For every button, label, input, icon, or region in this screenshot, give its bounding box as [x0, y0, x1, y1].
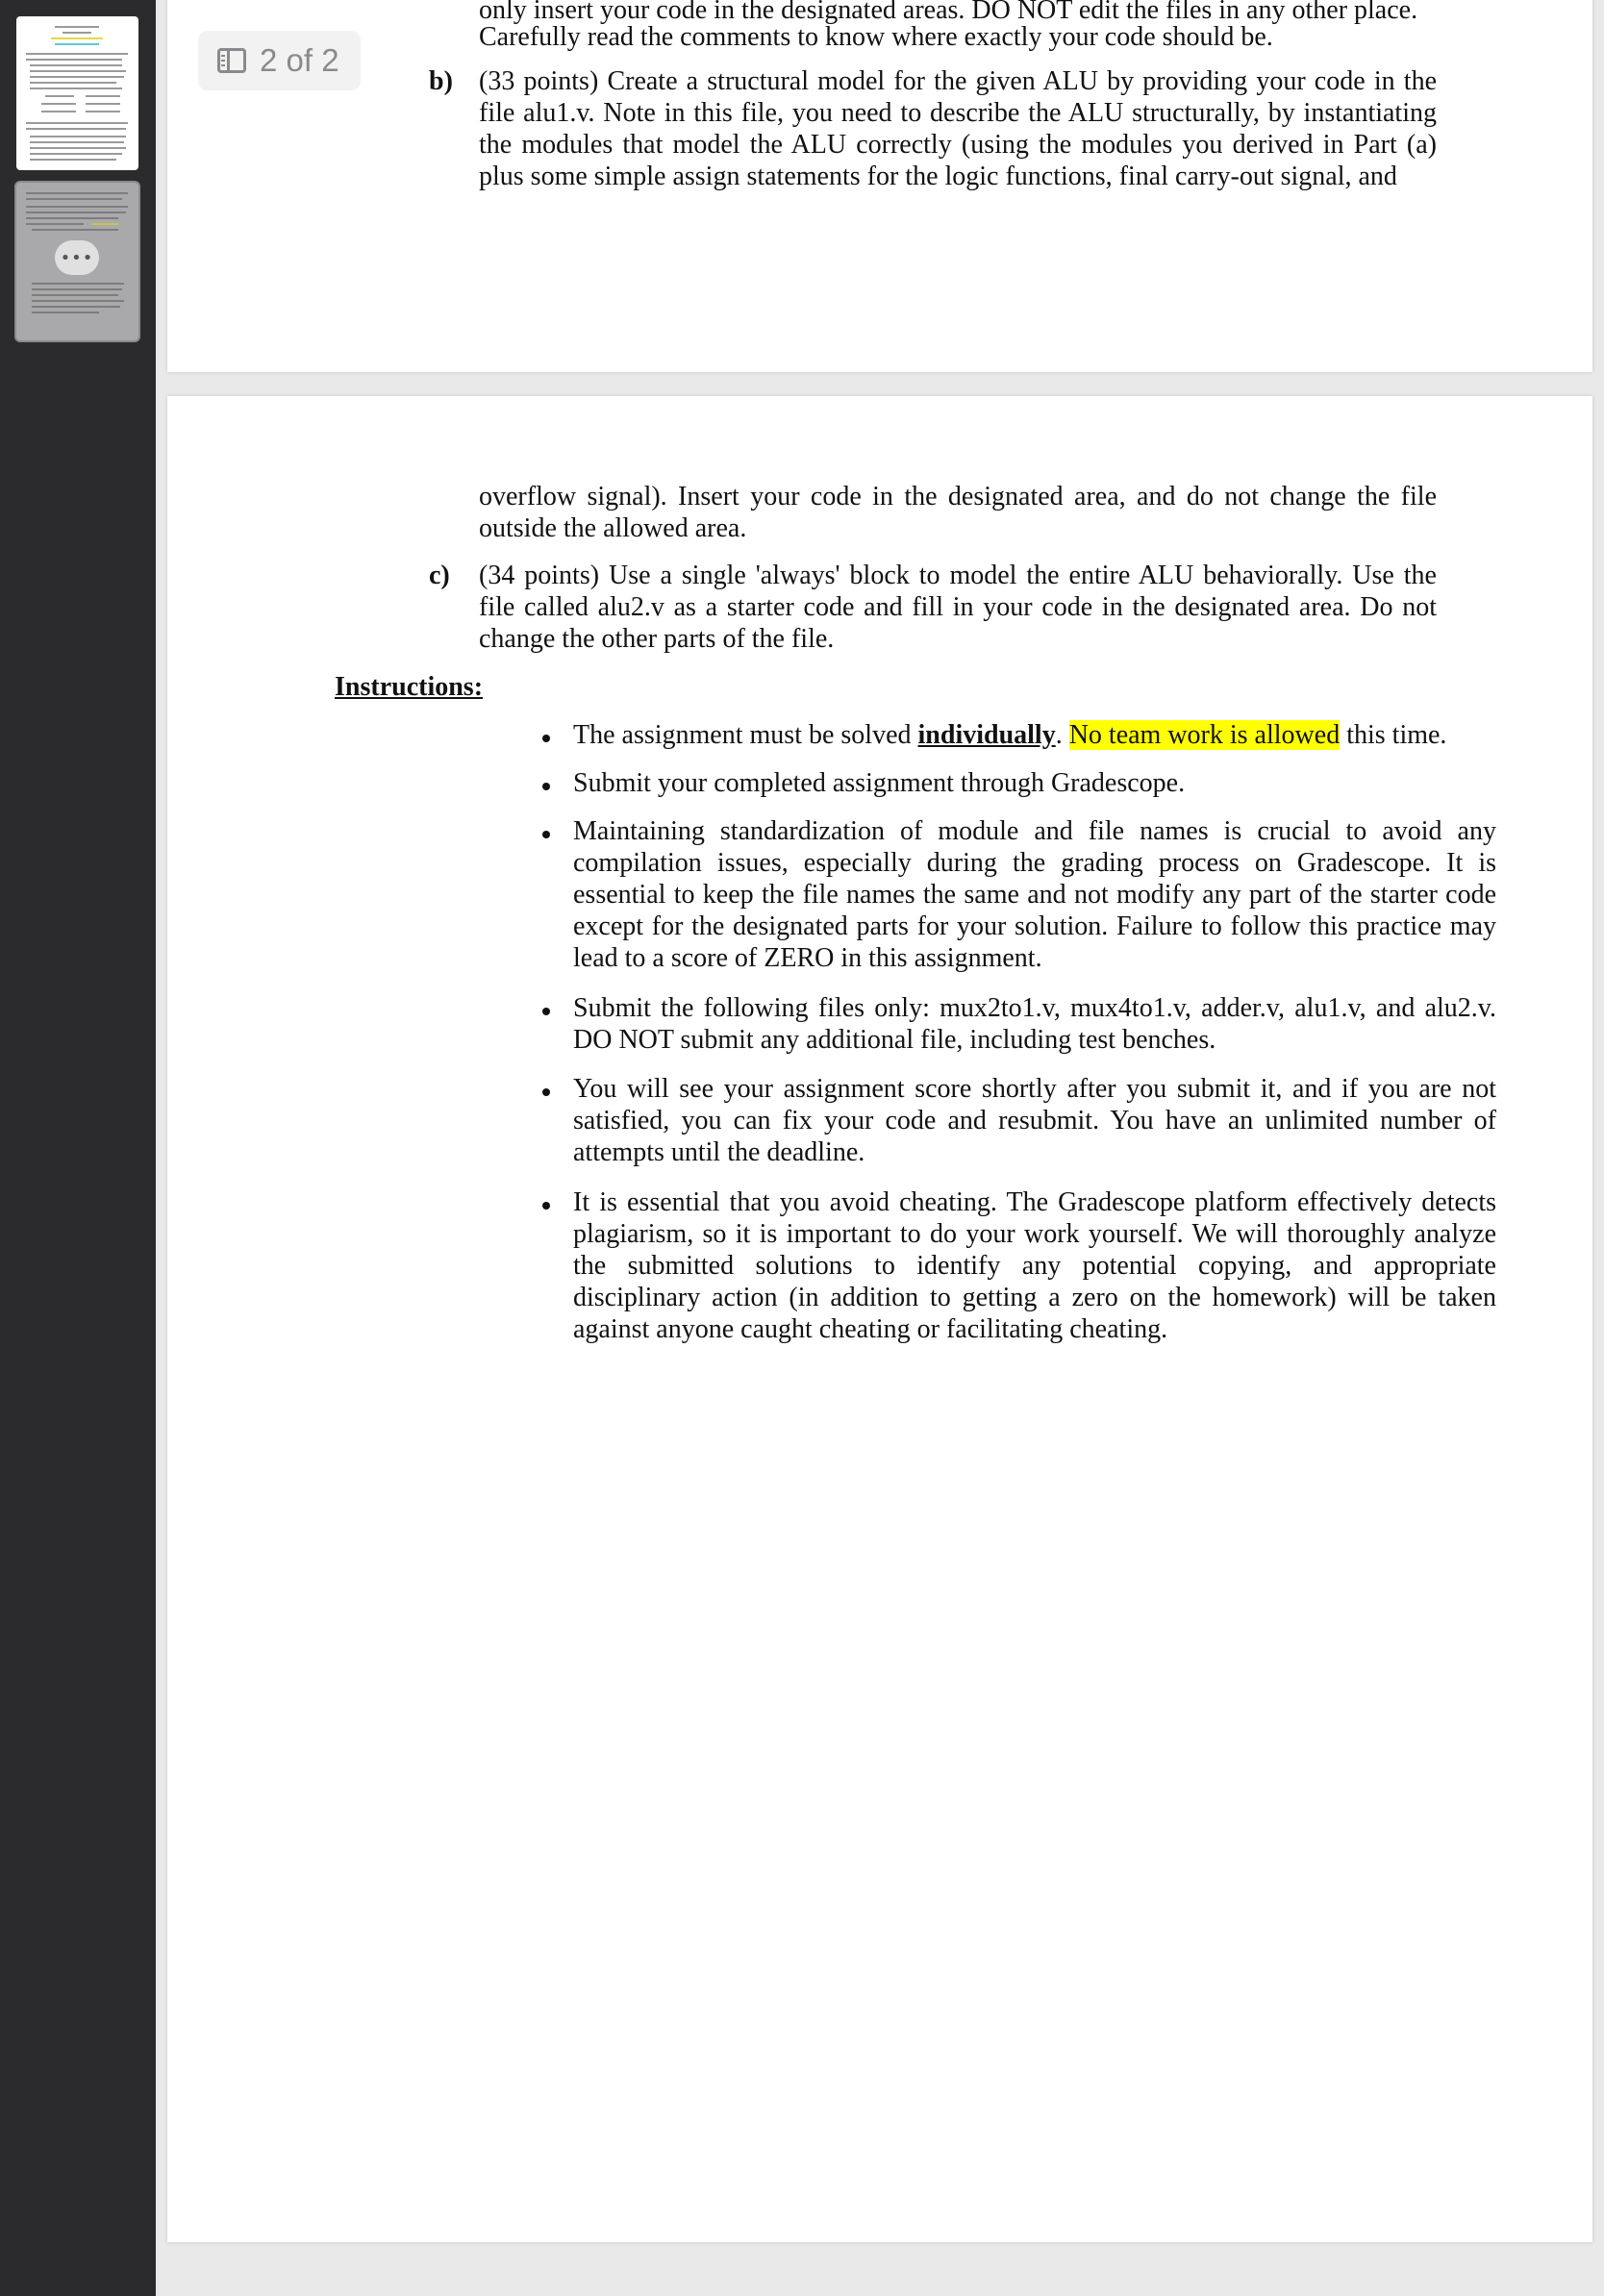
- instructions-heading: Instructions:: [335, 672, 484, 702]
- part-c-text: (34 points) Use a single 'always' block to model the entire ALU behaviorally. Use the file called alu2.v as a starter code and fill in your code in the designated area. Do not change the other parts of the file.: [479, 561, 1437, 654]
- bullet-marker: [542, 1202, 550, 1210]
- page-thumbnail-1[interactable]: [16, 16, 138, 170]
- thumbnail-more-button[interactable]: [55, 240, 99, 275]
- document-page-1: [167, 0, 1592, 372]
- page1-tail-line-bottom: Carefully read the comments to know where exactly your code should be.: [479, 22, 1273, 52]
- bullet-marker: [542, 1008, 550, 1015]
- page1-tail-line-top: only insert your code in the designated areas. DO NOT edit the files in any other place.: [479, 0, 1418, 25]
- instruction-individual-pre: The assignment must be solved: [573, 720, 918, 750]
- document-viewport[interactable]: [156, 0, 1604, 2296]
- instruction-individual-emphasis: individually: [917, 720, 1056, 750]
- more-icon: •••: [60, 247, 94, 268]
- instruction-files-to-submit: Submit the following files only: mux2to1.v, mux4to1.v, adder.v, alu1.v, and alu2.v. DO NOT submit any additional file, including test benches.: [573, 993, 1496, 1055]
- bullet-marker: [542, 735, 550, 742]
- page-indicator[interactable]: [198, 31, 361, 90]
- part-b-label: b): [429, 66, 453, 96]
- document-page-2: [167, 396, 1592, 2242]
- instruction-cheating: It is essential that you avoid cheating. The Gradescope platform effectively detects plagiarism, so it is important to do your work yourself. We will thoroughly analyze the submitted solutions to identify any potential copying, and appropriate disciplinary action (in addition to getting a zero on the homework) will be taken against anyone caught cheating or facilitating cheating.: [573, 1187, 1496, 1344]
- bullet-marker: [542, 1088, 550, 1096]
- instruction-submit-gradescope: Submit your completed assignment through Gradescope.: [573, 768, 1186, 798]
- bullet-marker: [542, 783, 550, 790]
- page-thumbnail-2[interactable]: [16, 183, 138, 340]
- page-indicator-label: 2 of 2: [260, 42, 339, 78]
- instruction-individual-mid: .: [1055, 720, 1069, 750]
- part-c-label: c): [429, 561, 450, 590]
- instruction-score-resubmit: You will see your assignment score shortly after you submit it, and if you are not satisfied, you can fix your code and resubmit. You have an unlimited number of attempts until the deadline.: [573, 1074, 1496, 1167]
- part-b-continued-text: overflow signal). Insert your code in the designated area, and do not change the file outside the allowed area.: [479, 482, 1437, 543]
- bullet-marker: [542, 831, 550, 838]
- instruction-highlight: No team work is allowed: [1068, 720, 1341, 750]
- thumbnail-sidebar: [0, 0, 156, 2296]
- part-b-text: (33 points) Create a structural model for the given ALU by providing your code in the file alu1.v. Note in this file, you need to describe the ALU structurally, by instantiating the modules that model the ALU correctly (using the modules you derived in Part (a) plus some simple assign statements for the logic functions, final carry-out signal, and: [479, 66, 1437, 191]
- instruction-standardization: Maintaining standardization of module and file names is crucial to avoid any compilation issues, especially during the grading process on Gradescope. It is essential to keep the file names the same and not modify any part of the starter code except for the designated parts for your solution. Failure to follow this practice may lead to a score of ZERO in this assignment.: [573, 816, 1496, 973]
- instruction-individual: [573, 719, 1496, 751]
- sidebar-toggle-icon: [217, 48, 246, 73]
- instruction-individual-post: this time.: [1340, 720, 1447, 750]
